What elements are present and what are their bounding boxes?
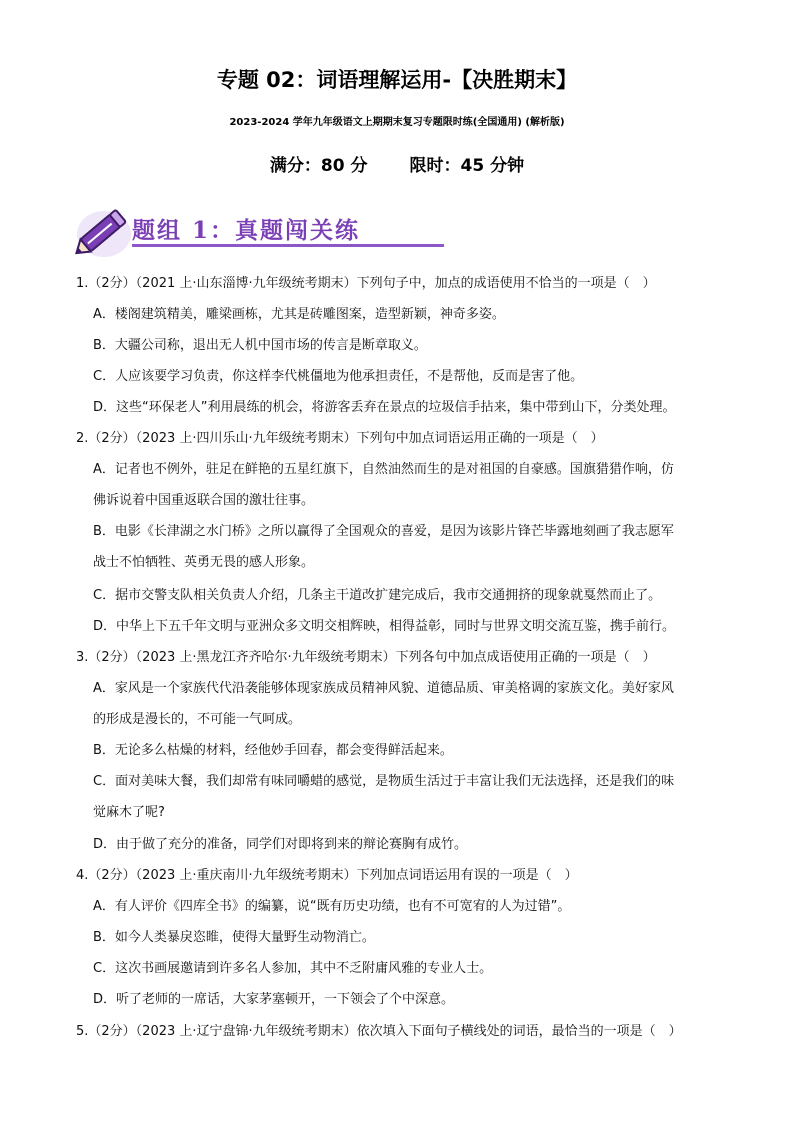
question-4-option-c: C．这次书画展邀请到许多名人参加，其中不乏附庸风雅的专业人士。 <box>93 961 493 976</box>
question-4-stem: 4.（2分）（2023 上·重庆南川·九年级统考期末）下列加点词语运用有误的一项是（ ） <box>76 868 578 883</box>
section-title: 题组 1：真题闯关练 <box>132 217 361 244</box>
question-3-option-c-cont: 觉麻木了呢? <box>93 805 165 820</box>
question-1-option-d: D．这些“环保老人”利用晨练的机会，将游客丢弃在景点的垃圾信手拈来，集中带到山下，分类处理。 <box>93 400 676 415</box>
question-2-option-d: D．中华上下五千年文明与亚洲众多文明交相辉映，相得益彰，同时与世界文明交流互鉴，携手前行。 <box>93 619 676 634</box>
question-3-option-a: A．家风是一个家族代代沿袭能够体现家族成员精神风貌、道德品质、审美格调的家族文化。美好家风 <box>93 681 674 696</box>
pencil-icon <box>74 198 134 260</box>
question-1-option-b: B．大疆公司称，退出无人机中国市场的传言是断章取义。 <box>93 338 427 353</box>
question-3-option-d: D．由于做了充分的准备，同学们对即将到来的辩论赛胸有成竹。 <box>93 837 468 852</box>
time-limit: 限时：45 分钟 <box>409 156 525 176</box>
question-3-option-b: B．无论多么枯燥的材料，经他妙手回春，都会变得鲜活起来。 <box>93 743 453 758</box>
question-4-option-d: D．听了老师的一席话，大家茅塞顿开，一下领会了个中深意。 <box>93 992 455 1007</box>
question-1-option-a: A．楼阁建筑精美，雕梁画栋，尤其是砖雕图案，造型新颖，神奇多姿。 <box>93 307 505 322</box>
question-2-stem: 2.（2分）（2023 上·四川乐山·九年级统考期末）下列句中加点词语运用正确的一项是（ ） <box>76 431 604 446</box>
full-score: 满分：80 分 <box>269 156 368 176</box>
document-title: 专题 02：词语理解运用-【决胜期末】 <box>216 68 578 92</box>
question-2-option-b-cont: 战士不怕牺牲、英勇无畏的感人形象。 <box>93 555 315 570</box>
question-1-stem: 1.（2分）（2021 上·山东淄博·九年级统考期末）下列句子中，加点的成语使用不恰当的一项是（ ） <box>76 276 656 291</box>
score-time-line <box>0 151 794 176</box>
question-2-option-a-cont: 佛诉说着中国重返联合国的激壮往事。 <box>93 493 315 508</box>
question-1-option-c: C．人应该要学习负责，你这样李代桃僵地为他承担责任，不是帮他，反而是害了他。 <box>93 369 584 384</box>
section-banner <box>74 198 374 260</box>
question-3-option-a-cont: 的形成是漫长的，不可能一气呵成。 <box>93 712 302 727</box>
question-2-option-b: B．电影《长津湖之水门桥》之所以赢得了全国观众的喜爱，是因为该影片锋芒毕露地刻画了我志愿军 <box>93 524 674 539</box>
question-2-option-c: C．据市交警支队相关负责人介绍，几条主干道改扩建完成后，我市交通拥挤的现象就戛然而止了。 <box>93 588 662 603</box>
question-4-option-a: A．有人评价《四库全书》的编纂，说“既有历史功绩，也有不可宽宥的人为过错”。 <box>93 899 571 914</box>
document-subtitle: 2023-2024 学年九年级语文上期期末复习专题限时练(全国通用) (解析版) <box>229 117 565 128</box>
question-3-option-c: C．面对美味大餐，我们却常有味同嚼蜡的感觉，是物质生活过于丰富让我们无法选择，还是我们的味 <box>93 774 675 789</box>
question-4-option-b: B．如今人类暴戾恣睢，使得大量野生动物消亡。 <box>93 930 375 945</box>
section-underline <box>132 244 444 247</box>
question-5-stem: 5.（2分）（2023 上·辽宁盘锦·九年级统考期末）依次填入下面句子横线处的词语，最恰当的一项是（ ） <box>76 1024 682 1039</box>
question-3-stem: 3.（2分）（2023 上·黑龙江齐齐哈尔·九年级统考期末）下列各句中加点成语使用正确的一项是（ ） <box>76 650 656 665</box>
question-2-option-a: A．记者也不例外，驻足在鲜艳的五星红旗下，自然油然而生的是对祖国的自豪感。国旗猎猎作响，仿 <box>93 462 674 477</box>
